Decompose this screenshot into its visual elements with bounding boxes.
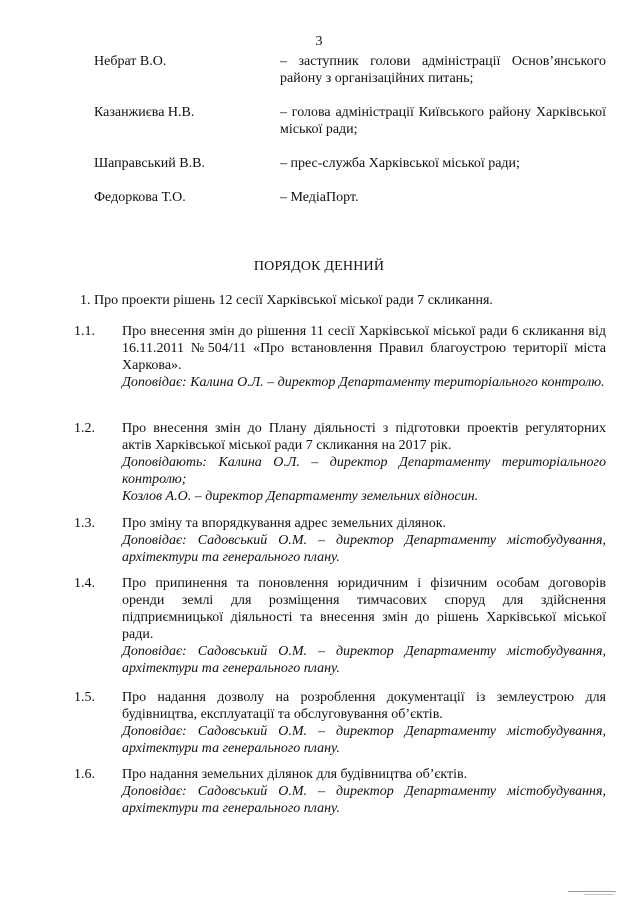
item-speaker: Доповідає: Садовський О.М. – директор Департаменту містобудування, архітектури та генерального плану. xyxy=(122,533,606,565)
item-number: 1.5. xyxy=(74,690,95,705)
item-title: Про припинення та поновлення юридичним і фізичним особам договорів оренди землі для розміщення тимчасових споруд для здійснення підприємницької діяльності та внесення змін до рішень Харківської міської ради. xyxy=(122,576,606,642)
item-speaker: Доповідає: Калина О.Л. – директор Департаменту територіального контролю. xyxy=(122,375,605,390)
attendee-role: – МедіаПорт. xyxy=(280,190,359,205)
item-body xyxy=(122,323,606,391)
attendee-name: Федоркова Т.О. xyxy=(94,190,186,205)
item-number: 1.1. xyxy=(74,324,95,339)
scan-mark xyxy=(584,894,614,895)
item-speaker: Доповідають: Калина О.Л. – директор Департаменту територіального контролю; xyxy=(122,455,606,487)
attendee-role: – заступник голови адміністрації Основ’янського району з організаційних питань; xyxy=(280,54,606,86)
item-number: 1.2. xyxy=(74,421,95,436)
item-title: Про внесення змін до рішення 11 сесії Харківської міської ради 6 скликання від 16.11.2011 №504/11 «Про встановлення Правил благоустрою території міста Харкова». xyxy=(122,324,606,373)
attendee-name: Казанжиєва Н.В. xyxy=(94,105,195,120)
item-speaker: Доповідає: Садовський О.М. – директор Департаменту містобудування, архітектури та генерального плану. xyxy=(122,724,606,756)
item-title: Про надання дозволу на розроблення документації із землеустрою для будівництва, експлуатації та обслуговування об’єктів. xyxy=(122,690,606,722)
attendee-role: – прес-служба Харківської міської ради; xyxy=(280,156,520,171)
item-body xyxy=(122,420,606,505)
item-body xyxy=(122,766,606,817)
item-number: 1.6. xyxy=(74,767,95,782)
attendee-name: Небрат В.О. xyxy=(94,54,167,69)
section-heading: 1. Про проекти рішень 12 сесії Харківської міської ради 7 скликання. xyxy=(80,293,493,308)
scan-mark xyxy=(568,891,616,892)
item-speaker: Козлов А.О. – директор Департаменту земельних відносин. xyxy=(122,489,479,504)
item-body xyxy=(122,575,606,677)
attendee-name: Шаправський В.В. xyxy=(94,156,205,171)
item-body xyxy=(122,689,606,757)
item-number: 1.4. xyxy=(74,576,95,591)
agenda-title: ПОРЯДОК ДЕННИЙ xyxy=(253,259,385,274)
item-body xyxy=(122,515,606,566)
page-number: 3 xyxy=(315,34,323,49)
item-title: Про внесення змін до Плану діяльності з підготовки проектів регуляторних актів Харківської міської ради 7 скликання на 2017 рік. xyxy=(122,421,606,453)
item-speaker: Доповідає: Садовський О.М. – директор Департаменту містобудування, архітектури та генерального плану. xyxy=(122,644,606,676)
item-number: 1.3. xyxy=(74,516,95,531)
attendee-role: – голова адміністрації Київського району Харківської міської ради; xyxy=(280,105,606,137)
item-speaker: Доповідає: Садовський О.М. – директор Департаменту містобудування, архітектури та генерального плану. xyxy=(122,784,606,816)
item-title: Про зміну та впорядкування адрес земельних ділянок. xyxy=(122,516,447,531)
item-title: Про надання земельних ділянок для будівництва об’єктів. xyxy=(122,767,468,782)
